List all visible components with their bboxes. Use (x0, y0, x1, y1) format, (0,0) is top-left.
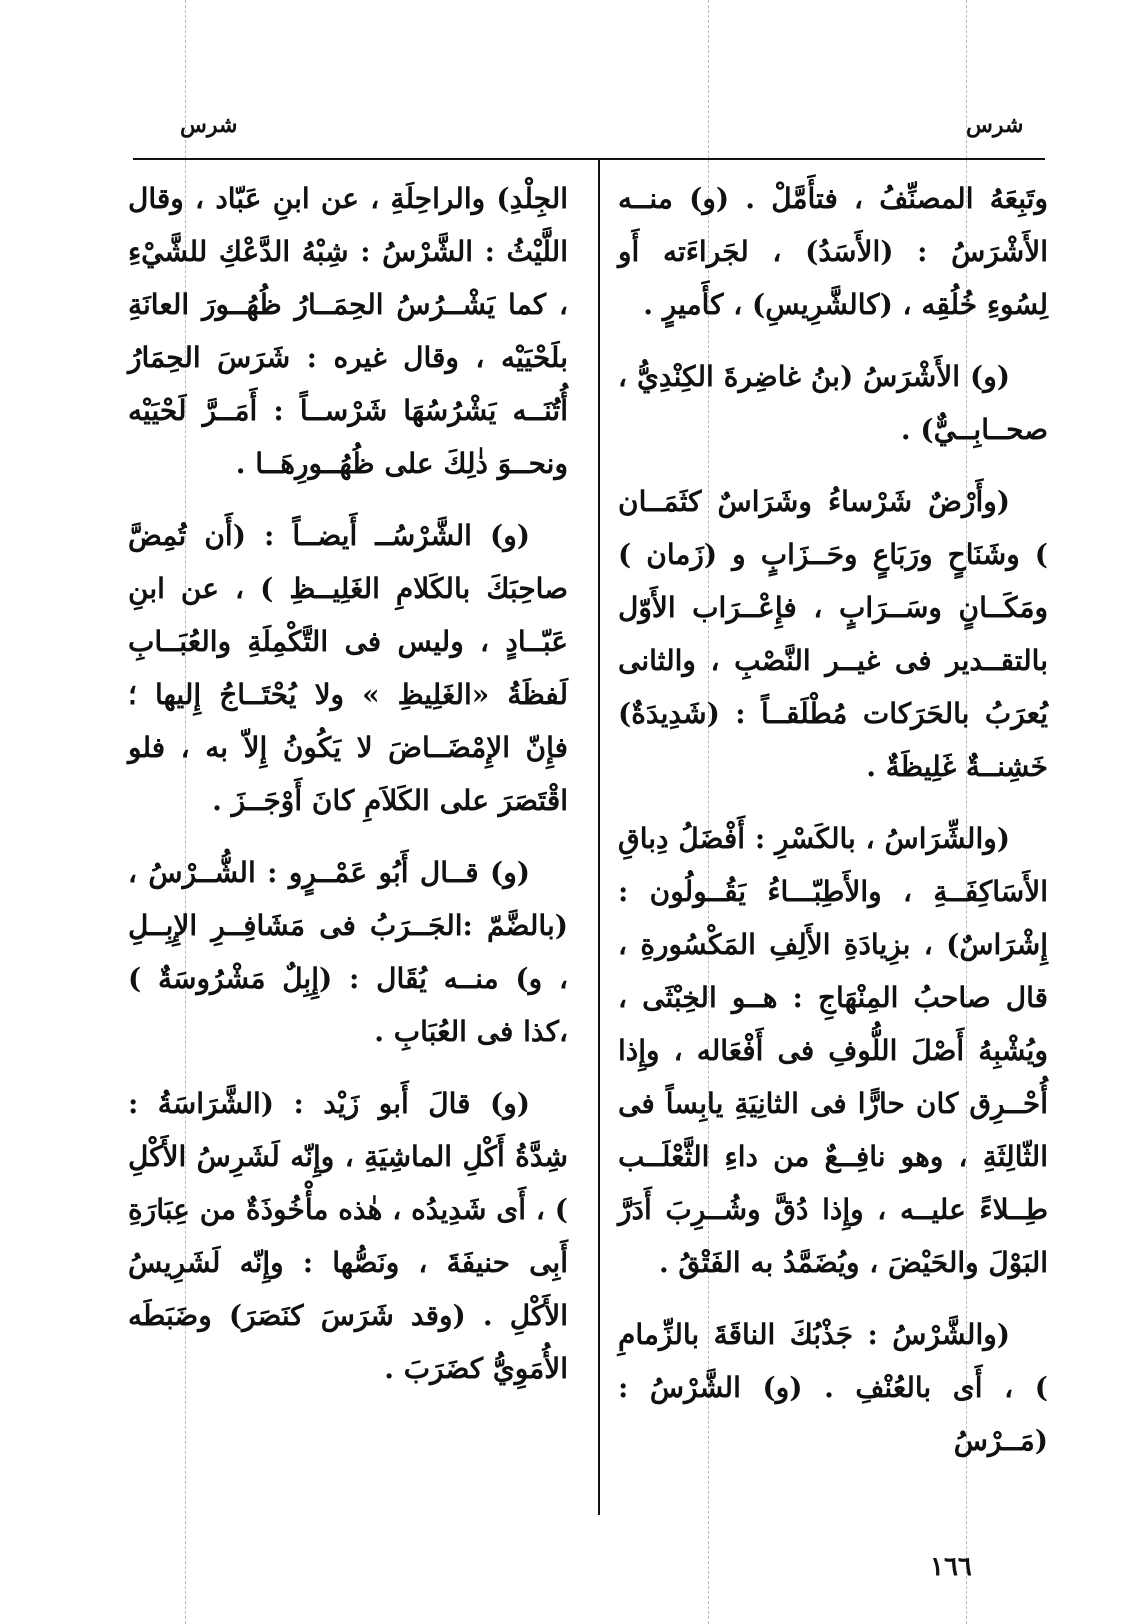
header-rule (133, 158, 1045, 160)
paragraph: (و) الشَّرْسُــ أَيضــاً : (أَن تُمِضَّ صاحِبَكَ بالكَلامِ الغَلِيــظِ ) ، عن ابنِ عَبّــادٍ ، وليس فى التَّكْمِلَةِ والعُبَــابِ لَفظَةُ «الغَلِيظِ » ولا يُحْتَــاجُ إِليها ؛ فإِنّ الإِمْضَــاضَ لا يَكُونُ إِلاّ به ، فلو اقْتَصَرَ على الكَلاَمِ كانَ أَوْجَــزَ . (128, 519, 568, 817)
left-column (128, 172, 568, 1414)
paragraph: (و) الأَشْرَسُ (بنُ غاضِرةَ الكِنْدِيُّ ، صحــابِــيٌّ) . (618, 360, 1048, 446)
paragraph: (وأَرْضٌ شَرْساءُ وشَرَاسٌ كثَمَــان ) وشَنَاحٍ ورَبَاعٍ وحَــزَابٍ و (زَمان ) ومَكَــانٍ وسَــرَابٍ ، فإِعْــرَاب الأَوّل بالتقــدير فى غيــر النَّصْبِ ، والثانى يُعرَبُ بالحَرَكات مُطْلَقــاً : (شَدِيدَةٌ) خَشِنــةٌ غَلِيظَةٌ . (618, 485, 1048, 783)
running-header-right: شرس (966, 112, 1024, 138)
paragraph: (و) قــال أَبُو عَمْــرٍو : الشُّــرْسُ ، (بالضَّمّ :الجَــرَبُ فى مَشَافِــرِ الإِبِــلِ ، و) منــه يُقَال : (إِبِلٌ مَشْرُوسَةٌ ) ،كذا فى العُبَابِ . (128, 856, 568, 1048)
paragraph: (والشَّرْسُ : جَذْبُكَ الناقَةَ بالزِّمامِ ) ، أَى بالعُنْفِ . (و) الشَّرْسُ : (مَــرْسُ (618, 1318, 1048, 1457)
paragraph: (والشِّرَاسُ ، بالكَسْرِ : أَفْضَلُ دِباقِ الأَسَاكِفَــةِ ، والأَطِبّـــاءُ يَقُــولُون : إِشْرَاسٌ) ، بزِيادَةِ الأَلِفِ المَكْسُورةِ ، قال صاحبُ المِنْهَاجِ : هــو الخِبْثَى ، ويُشْبِهُ أَصْلَ اللُّوفِ فى أَفْعَاله ، وإِذا أُحْــرِق كان حارًّا فى الثانِيَةِ يابِساً فى الثّالِثَةِ ، وهو نافِــعٌ من داءِ الثَّعْلَــب طِــلاءً عليــه ، وإِذا دُقَّ وشُــرِبَ أَدَرَّ البَوْلَ والحَيْضَ ، ويُضَمَّدُ به الفَتْقُ . (618, 822, 1048, 1279)
page-number: ١٦٦ (930, 1552, 972, 1582)
paragraph: الجِلْدِ) والراحِلَةِ ، عن ابنِ عَبّاد ، وقال اللَّيْثُ : الشَّرْسُ : شِبْهُ الدَّعْكِ للشَّيْءِ ، كما يَشْــرُسُ الحِمَــارُ ظُهُــورَ العانَةِ بلَحْيَيْه ، وقال غيره : شَرَسَ الحِمَارُ أُتُنَــه يَشْرُسُهَا شَرْســاً : أَمَــرَّ لَحْيَيْه ونحــوَ ذٰلِكَ على ظُهُــورِهَــا . (128, 182, 568, 480)
paragraph: (و) قالَ أَبو زَيْد : (الشَّرَاسَةُ : شِدَّةُ أَكْلِ الماشِيَةِ ، وإِنّه لَشَرِسُ الأَكْلِ ) ، أَى شَدِيدُه ، هٰذه مأْخُوذَةٌ من عِبَارَةِ أَبِى حنيفَةَ ، ونَصُّها : وإِنّه لَشَرِيسُ الأَكْلِ . (وقد شَرَسَ كنَصَرَ) وضَبَطَه الأُمَوِيُّ كضَرَبَ . (128, 1087, 568, 1385)
paragraph: وتَبِعَهُ المصنِّفُ ، فتأَمَّلْ . (و) منــه الأَشْرَسُ : (الأَسَدُ) ، لجَراءَته أَو لِسُوءِ خُلُقِه ، (كالشَّرِيسِ) ، كأَميرٍ . (618, 182, 1048, 321)
right-column (618, 172, 1048, 1486)
column-divider (598, 160, 600, 1515)
running-header-left: شرس (180, 112, 238, 138)
